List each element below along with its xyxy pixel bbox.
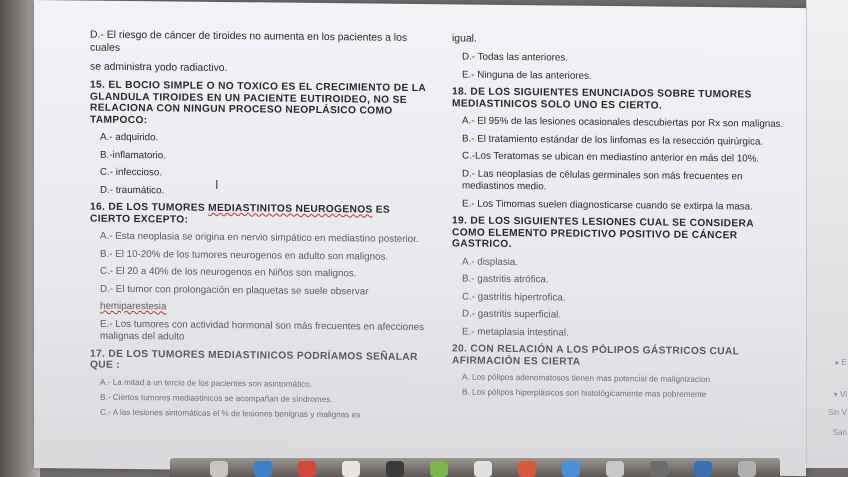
question-17: 17. DE LOS TUMORES MEDIASTINICOS PODRÍAMOS SEÑALAR QUE : <box>90 348 418 371</box>
q17-option-c: C.- A las lesiones sintomáticas el % de lesiones benignas y malignas es <box>100 407 361 419</box>
question-15: 15. EL BOCIO SIMPLE O NO TOXICO ES EL CRECIMIENTO DE LA GLANDULA TIROIDES EN UN PACIENTE EUTIROIDEO, NO SE RELACIONA CON NINGUN PROCESO NEOPLÁSICO COMO TAMPOCO: <box>90 79 426 126</box>
q14-continuation-2: se administra yodo radiactivo. <box>90 61 228 75</box>
q16-text-a: 16. DE LOS TUMORES <box>90 201 209 214</box>
dock-app-icon[interactable] <box>650 461 668 477</box>
q18-option-c: C.-Los Teratomas se ubican en mediastino anterior en más del 10%. <box>462 150 760 165</box>
right-column <box>452 32 788 406</box>
dock-app-icon[interactable] <box>386 461 404 477</box>
q18-option-a: A.- El 95% de las lesiones ocasionales descubiertas por Rx son malignas. <box>462 115 784 130</box>
q17-option-b: B.- Ciertos tumores mediastinicos se acompañan de síndromes. <box>100 392 333 404</box>
side-panel-item-4[interactable]: San <box>832 428 847 437</box>
document-page <box>34 0 806 476</box>
q17-options <box>90 377 426 421</box>
side-panel-item-1[interactable]: ▸ E <box>835 358 847 367</box>
question-16 <box>90 202 426 229</box>
question-18: 18. DE LOS SIGUIENTES ENUNCIADOS SOBRE TUMORES MEDIASTINICOS SOLO UNO ES CIERTO. <box>452 86 752 112</box>
q16-option-e: E.- Los tumores con actividad hormonal son más frecuentes en afecciones malignas del adulto <box>100 318 425 343</box>
side-panel-item-3[interactable]: Sin V <box>827 408 847 417</box>
q16-option-c: C.- El 20 a 40% de los neurogenos en Niños son malignos. <box>100 265 357 280</box>
q19-option-d: D.- gastritis superficial. <box>462 308 562 321</box>
q14-option-d: D.- Todas las anteriores. <box>462 51 569 64</box>
q18-option-d: D.- Las neoplasias de células germinales son más frecuentes en mediastinos medio. <box>462 167 743 193</box>
q16-options <box>90 231 426 347</box>
q16-text-c: ES CIERTO EXCEPTO: <box>90 204 391 226</box>
side-panel <box>806 0 848 468</box>
dock-app-icon[interactable] <box>342 461 360 477</box>
dock-app-icon[interactable] <box>430 461 448 477</box>
q16-option-b: B.- El 10-20% de los tumores neurogenos en adulto son malignos. <box>100 248 389 263</box>
text-cursor-icon: I <box>215 177 219 192</box>
q15-option-a: A.- adquirido. <box>100 131 159 144</box>
q19-option-e: E.- metaplasia intestinal. <box>462 325 569 339</box>
q16-text-b: MEDIASTINITOS NEUROGENOS <box>208 202 373 216</box>
q16-option-d: D.- El tumor con prolongación en plaquetas se suele observar <box>100 283 369 298</box>
dock-app-icon[interactable] <box>738 461 756 477</box>
dock-app-icon[interactable] <box>210 461 228 477</box>
q19-option-c: C.- gastritis hipertrofica. <box>462 290 566 304</box>
q14-tail: igual. <box>452 33 477 45</box>
q19-option-a: A.- displasia. <box>462 255 519 268</box>
q16-option-d-cont: hemiparestesia <box>100 300 167 313</box>
q19-option-b: B.- gastritis atrófica. <box>462 273 549 286</box>
dock-app-icon[interactable] <box>606 461 624 477</box>
dock-app-icon[interactable] <box>254 461 272 477</box>
q20-option-a: A. Los pólipos adenomatosos tienen mas potencial de malignizacion <box>462 372 711 385</box>
dock <box>170 458 780 477</box>
dock-app-icon[interactable] <box>518 461 536 477</box>
q15-option-d: D.- traumático. <box>100 184 165 196</box>
dock-app-icon[interactable] <box>298 461 316 477</box>
q20-options <box>452 372 788 401</box>
q16-option-a: A.- Esta neoplasia se origina en nervio simpático en mediastino posterior. <box>100 230 419 246</box>
q20-option-b: B. Los pólipos hiperplásicos son histológicamente mas pobremente <box>462 387 707 400</box>
question-20: 20. CON RELACIÓN A LOS PÓLIPOS GÁSTRICOS CUAL AFIRMACIÓN ES CIERTA <box>452 343 740 368</box>
q17-option-a: A.- La mitad a un tercio de los pacientes son asintomático. <box>100 377 313 389</box>
q14-option-e: E.- Ninguna de las anteriores. <box>462 68 592 82</box>
dock-app-icon[interactable] <box>474 461 492 477</box>
q15-option-c: C.- infeccioso. <box>100 166 163 179</box>
question-19: 19. DE LOS SIGUIENTES LESIONES CUAL SE CONSIDERA COMO ELEMENTO PREDICTIVO POSITIVO DE CÁNCER GASTRICO. <box>452 215 754 251</box>
q15-option-b: B.-inflamatorio. <box>100 149 166 161</box>
q19-options <box>452 256 788 342</box>
q18-option-b: B.- El tratamiento estándar de los linfomas es la resección quirúrgica. <box>462 132 764 148</box>
dock-app-icon[interactable] <box>694 461 712 477</box>
side-panel-item-2[interactable]: ▾ Vi <box>833 390 847 399</box>
q18-option-e: E.- Los Timomas suelen diagnosticarse cuando se extirpa la masa. <box>462 197 753 213</box>
dock-app-icon[interactable] <box>562 461 580 477</box>
q14-continuation: D.- El riesgo de cáncer de tiroides no aumenta en los pacientes a los cuales <box>90 29 408 54</box>
left-column <box>90 29 426 426</box>
